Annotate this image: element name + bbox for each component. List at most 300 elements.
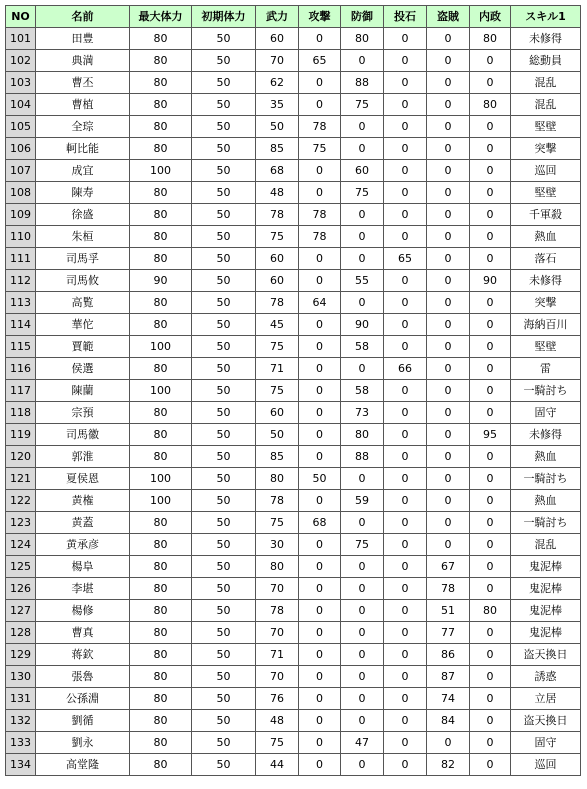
cell-name: 曹真: [36, 622, 130, 644]
cell-attack: 0: [299, 688, 341, 710]
cell-name: 賈範: [36, 336, 130, 358]
table-row: [6, 402, 581, 424]
cell-strength: 78: [256, 490, 299, 512]
cell-initial-hp: 50: [192, 358, 256, 380]
cell-no: 108: [6, 182, 36, 204]
cell-defense: 0: [341, 622, 384, 644]
cell-attack: 0: [299, 160, 341, 182]
cell-initial-hp: 50: [192, 248, 256, 270]
cell-max-hp: 100: [130, 160, 192, 182]
cell-name: 華佗: [36, 314, 130, 336]
table-row: [6, 732, 581, 754]
cell-politics: 0: [470, 380, 511, 402]
cell-max-hp: 80: [130, 688, 192, 710]
cell-thief: 0: [427, 446, 470, 468]
cell-no: 118: [6, 402, 36, 424]
cell-politics: 0: [470, 292, 511, 314]
cell-politics: 0: [470, 204, 511, 226]
cell-strength: 62: [256, 72, 299, 94]
cell-name: 宗預: [36, 402, 130, 424]
cell-defense: 0: [341, 666, 384, 688]
cell-skill1: 突撃: [511, 292, 581, 314]
cell-stone-throw: 0: [384, 314, 427, 336]
cell-politics: 0: [470, 578, 511, 600]
cell-thief: 74: [427, 688, 470, 710]
cell-politics: 0: [470, 490, 511, 512]
cell-max-hp: 100: [130, 490, 192, 512]
cell-skill1: 一騎討ち: [511, 512, 581, 534]
cell-name: 高堂隆: [36, 754, 130, 776]
cell-strength: 85: [256, 138, 299, 160]
cell-defense: 0: [341, 248, 384, 270]
cell-attack: 0: [299, 534, 341, 556]
cell-defense: 0: [341, 688, 384, 710]
cell-no: 114: [6, 314, 36, 336]
cell-stone-throw: 0: [384, 468, 427, 490]
table-row: [6, 622, 581, 644]
cell-skill1: 一騎討ち: [511, 468, 581, 490]
cell-thief: 0: [427, 182, 470, 204]
cell-attack: 75: [299, 138, 341, 160]
cell-thief: 0: [427, 116, 470, 138]
cell-skill1: 未修得: [511, 28, 581, 50]
cell-name: 夏侯恩: [36, 468, 130, 490]
cell-max-hp: 80: [130, 358, 192, 380]
cell-stone-throw: 0: [384, 600, 427, 622]
cell-name: 司馬孚: [36, 248, 130, 270]
cell-thief: 0: [427, 72, 470, 94]
general-stats-table: [5, 5, 581, 776]
table-row: [6, 72, 581, 94]
cell-skill1: 未修得: [511, 424, 581, 446]
cell-politics: 0: [470, 732, 511, 754]
cell-name: 成宜: [36, 160, 130, 182]
table-row: [6, 512, 581, 534]
cell-stone-throw: 0: [384, 72, 427, 94]
cell-no: 113: [6, 292, 36, 314]
cell-politics: 95: [470, 424, 511, 446]
cell-strength: 30: [256, 534, 299, 556]
header-skill1: スキル1: [511, 6, 581, 28]
cell-no: 127: [6, 600, 36, 622]
cell-no: 120: [6, 446, 36, 468]
cell-strength: 60: [256, 402, 299, 424]
cell-defense: 0: [341, 116, 384, 138]
table-row: [6, 688, 581, 710]
cell-skill1: 混乱: [511, 94, 581, 116]
cell-attack: 0: [299, 556, 341, 578]
cell-stone-throw: 0: [384, 94, 427, 116]
cell-defense: 88: [341, 446, 384, 468]
cell-attack: 0: [299, 644, 341, 666]
cell-thief: 0: [427, 336, 470, 358]
cell-no: 107: [6, 160, 36, 182]
cell-defense: 80: [341, 424, 384, 446]
cell-strength: 70: [256, 666, 299, 688]
cell-initial-hp: 50: [192, 424, 256, 446]
cell-max-hp: 80: [130, 754, 192, 776]
cell-stone-throw: 0: [384, 292, 427, 314]
cell-stone-throw: 0: [384, 754, 427, 776]
cell-stone-throw: 0: [384, 556, 427, 578]
cell-initial-hp: 50: [192, 336, 256, 358]
cell-initial-hp: 50: [192, 644, 256, 666]
table-body: [6, 28, 581, 776]
cell-politics: 0: [470, 116, 511, 138]
cell-defense: 0: [341, 644, 384, 666]
cell-politics: 80: [470, 600, 511, 622]
cell-initial-hp: 50: [192, 732, 256, 754]
cell-strength: 85: [256, 446, 299, 468]
cell-max-hp: 80: [130, 644, 192, 666]
cell-name: 楊修: [36, 600, 130, 622]
cell-defense: 0: [341, 204, 384, 226]
table-row: [6, 600, 581, 622]
cell-politics: 0: [470, 556, 511, 578]
cell-skill1: 熱血: [511, 226, 581, 248]
cell-skill1: 盗天換日: [511, 644, 581, 666]
cell-thief: 0: [427, 314, 470, 336]
cell-stone-throw: 66: [384, 358, 427, 380]
cell-max-hp: 80: [130, 666, 192, 688]
cell-attack: 78: [299, 116, 341, 138]
cell-name: 司馬徽: [36, 424, 130, 446]
cell-max-hp: 80: [130, 28, 192, 50]
cell-defense: 75: [341, 534, 384, 556]
cell-attack: 78: [299, 226, 341, 248]
cell-skill1: 巡回: [511, 754, 581, 776]
cell-politics: 0: [470, 358, 511, 380]
cell-name: 田豊: [36, 28, 130, 50]
header-strength: 武力: [256, 6, 299, 28]
cell-politics: 0: [470, 622, 511, 644]
cell-initial-hp: 50: [192, 534, 256, 556]
cell-skill1: 混乱: [511, 534, 581, 556]
cell-politics: 0: [470, 160, 511, 182]
cell-name: 曹丕: [36, 72, 130, 94]
cell-stone-throw: 0: [384, 138, 427, 160]
header-attack: 攻撃: [299, 6, 341, 28]
cell-max-hp: 80: [130, 600, 192, 622]
cell-no: 101: [6, 28, 36, 50]
cell-initial-hp: 50: [192, 182, 256, 204]
cell-strength: 60: [256, 270, 299, 292]
cell-stone-throw: 0: [384, 204, 427, 226]
cell-defense: 47: [341, 732, 384, 754]
table-row: [6, 666, 581, 688]
cell-no: 122: [6, 490, 36, 512]
cell-thief: 86: [427, 644, 470, 666]
cell-attack: 0: [299, 72, 341, 94]
cell-no: 119: [6, 424, 36, 446]
cell-strength: 45: [256, 314, 299, 336]
cell-attack: 0: [299, 28, 341, 50]
table-row: [6, 314, 581, 336]
cell-attack: 0: [299, 248, 341, 270]
table-row: [6, 182, 581, 204]
header-thief: 盗賊: [427, 6, 470, 28]
table-row: [6, 644, 581, 666]
cell-stone-throw: 0: [384, 28, 427, 50]
cell-stone-throw: 0: [384, 402, 427, 424]
cell-attack: 50: [299, 468, 341, 490]
cell-initial-hp: 50: [192, 468, 256, 490]
cell-max-hp: 80: [130, 94, 192, 116]
cell-no: 124: [6, 534, 36, 556]
cell-no: 116: [6, 358, 36, 380]
cell-skill1: 盗天換日: [511, 710, 581, 732]
cell-strength: 76: [256, 688, 299, 710]
cell-skill1: 熱血: [511, 446, 581, 468]
cell-stone-throw: 0: [384, 270, 427, 292]
cell-no: 121: [6, 468, 36, 490]
cell-name: 黄蓋: [36, 512, 130, 534]
cell-initial-hp: 50: [192, 446, 256, 468]
header-initial-hp: 初期体力: [192, 6, 256, 28]
cell-max-hp: 80: [130, 710, 192, 732]
cell-stone-throw: 0: [384, 50, 427, 72]
cell-initial-hp: 50: [192, 688, 256, 710]
table-row: [6, 160, 581, 182]
cell-skill1: 雷: [511, 358, 581, 380]
cell-name: 陳蘭: [36, 380, 130, 402]
cell-max-hp: 80: [130, 116, 192, 138]
cell-name: 張魯: [36, 666, 130, 688]
cell-defense: 80: [341, 28, 384, 50]
cell-initial-hp: 50: [192, 622, 256, 644]
cell-stone-throw: 0: [384, 226, 427, 248]
cell-skill1: 固守: [511, 732, 581, 754]
cell-defense: 0: [341, 754, 384, 776]
cell-attack: 0: [299, 314, 341, 336]
cell-defense: 0: [341, 138, 384, 160]
table-row: [6, 50, 581, 72]
cell-stone-throw: 0: [384, 424, 427, 446]
cell-thief: 67: [427, 556, 470, 578]
cell-strength: 80: [256, 556, 299, 578]
cell-defense: 75: [341, 94, 384, 116]
cell-thief: 84: [427, 710, 470, 732]
cell-thief: 0: [427, 490, 470, 512]
cell-initial-hp: 50: [192, 72, 256, 94]
cell-strength: 60: [256, 248, 299, 270]
cell-thief: 0: [427, 160, 470, 182]
cell-politics: 90: [470, 270, 511, 292]
table-row: [6, 490, 581, 512]
cell-max-hp: 80: [130, 72, 192, 94]
cell-no: 130: [6, 666, 36, 688]
cell-attack: 0: [299, 358, 341, 380]
cell-strength: 80: [256, 468, 299, 490]
cell-no: 117: [6, 380, 36, 402]
cell-defense: 58: [341, 380, 384, 402]
cell-attack: 65: [299, 50, 341, 72]
cell-strength: 78: [256, 600, 299, 622]
cell-politics: 0: [470, 336, 511, 358]
cell-strength: 68: [256, 160, 299, 182]
cell-stone-throw: 0: [384, 578, 427, 600]
cell-initial-hp: 50: [192, 116, 256, 138]
cell-max-hp: 100: [130, 380, 192, 402]
cell-strength: 75: [256, 380, 299, 402]
cell-skill1: 堅壁: [511, 336, 581, 358]
cell-stone-throw: 0: [384, 380, 427, 402]
cell-strength: 44: [256, 754, 299, 776]
cell-thief: 0: [427, 28, 470, 50]
cell-strength: 78: [256, 292, 299, 314]
table-row: [6, 204, 581, 226]
cell-strength: 75: [256, 336, 299, 358]
cell-skill1: 海納百川: [511, 314, 581, 336]
cell-initial-hp: 50: [192, 710, 256, 732]
cell-attack: 78: [299, 204, 341, 226]
cell-stone-throw: 0: [384, 666, 427, 688]
cell-politics: 0: [470, 72, 511, 94]
cell-thief: 0: [427, 534, 470, 556]
table-row: [6, 226, 581, 248]
cell-defense: 0: [341, 600, 384, 622]
table-row: [6, 710, 581, 732]
cell-name: 劉永: [36, 732, 130, 754]
cell-max-hp: 80: [130, 314, 192, 336]
cell-no: 123: [6, 512, 36, 534]
cell-max-hp: 80: [130, 182, 192, 204]
cell-stone-throw: 0: [384, 644, 427, 666]
header-stone-throw: 投石: [384, 6, 427, 28]
cell-attack: 0: [299, 490, 341, 512]
cell-name: 朱桓: [36, 226, 130, 248]
cell-skill1: 鬼泥棒: [511, 600, 581, 622]
table-row: [6, 556, 581, 578]
cell-politics: 0: [470, 446, 511, 468]
cell-initial-hp: 50: [192, 402, 256, 424]
cell-initial-hp: 50: [192, 138, 256, 160]
cell-attack: 0: [299, 732, 341, 754]
cell-strength: 35: [256, 94, 299, 116]
cell-strength: 70: [256, 622, 299, 644]
table-row: [6, 446, 581, 468]
cell-no: 109: [6, 204, 36, 226]
table-row: [6, 578, 581, 600]
cell-stone-throw: 0: [384, 622, 427, 644]
cell-no: 104: [6, 94, 36, 116]
cell-strength: 60: [256, 28, 299, 50]
cell-skill1: 堅壁: [511, 116, 581, 138]
cell-stone-throw: 0: [384, 710, 427, 732]
cell-stone-throw: 0: [384, 446, 427, 468]
cell-thief: 0: [427, 468, 470, 490]
cell-max-hp: 90: [130, 270, 192, 292]
cell-strength: 48: [256, 710, 299, 732]
cell-stone-throw: 0: [384, 160, 427, 182]
cell-max-hp: 80: [130, 50, 192, 72]
cell-name: 陳寿: [36, 182, 130, 204]
cell-thief: 0: [427, 358, 470, 380]
cell-strength: 50: [256, 116, 299, 138]
header-politics: 内政: [470, 6, 511, 28]
table-row: [6, 468, 581, 490]
cell-politics: 80: [470, 28, 511, 50]
cell-max-hp: 100: [130, 336, 192, 358]
cell-politics: 0: [470, 666, 511, 688]
cell-strength: 71: [256, 644, 299, 666]
cell-attack: 0: [299, 446, 341, 468]
cell-no: 134: [6, 754, 36, 776]
cell-no: 111: [6, 248, 36, 270]
cell-skill1: 未修得: [511, 270, 581, 292]
cell-name: 曹植: [36, 94, 130, 116]
cell-politics: 0: [470, 138, 511, 160]
cell-thief: 51: [427, 600, 470, 622]
cell-name: 郭淮: [36, 446, 130, 468]
cell-thief: 0: [427, 94, 470, 116]
cell-politics: 0: [470, 226, 511, 248]
cell-attack: 0: [299, 622, 341, 644]
cell-max-hp: 80: [130, 732, 192, 754]
cell-defense: 0: [341, 710, 384, 732]
cell-defense: 0: [341, 226, 384, 248]
cell-thief: 0: [427, 248, 470, 270]
cell-skill1: 鬼泥棒: [511, 556, 581, 578]
cell-name: 典満: [36, 50, 130, 72]
cell-skill1: 熱血: [511, 490, 581, 512]
cell-skill1: 一騎討ち: [511, 380, 581, 402]
cell-no: 110: [6, 226, 36, 248]
cell-thief: 82: [427, 754, 470, 776]
table-row: [6, 424, 581, 446]
cell-stone-throw: 0: [384, 336, 427, 358]
cell-initial-hp: 50: [192, 292, 256, 314]
cell-defense: 75: [341, 182, 384, 204]
cell-defense: 0: [341, 578, 384, 600]
cell-defense: 0: [341, 292, 384, 314]
cell-initial-hp: 50: [192, 512, 256, 534]
cell-initial-hp: 50: [192, 314, 256, 336]
cell-thief: 0: [427, 50, 470, 72]
cell-defense: 58: [341, 336, 384, 358]
cell-stone-throw: 0: [384, 116, 427, 138]
cell-initial-hp: 50: [192, 50, 256, 72]
cell-stone-throw: 0: [384, 688, 427, 710]
cell-strength: 75: [256, 732, 299, 754]
cell-name: 高覧: [36, 292, 130, 314]
cell-initial-hp: 50: [192, 754, 256, 776]
cell-politics: 0: [470, 688, 511, 710]
cell-name: 軻比能: [36, 138, 130, 160]
cell-politics: 0: [470, 754, 511, 776]
cell-attack: 0: [299, 754, 341, 776]
cell-name: 侯選: [36, 358, 130, 380]
cell-max-hp: 80: [130, 138, 192, 160]
cell-thief: 0: [427, 732, 470, 754]
cell-politics: 0: [470, 248, 511, 270]
cell-no: 131: [6, 688, 36, 710]
cell-strength: 78: [256, 204, 299, 226]
cell-defense: 0: [341, 556, 384, 578]
cell-attack: 0: [299, 402, 341, 424]
cell-name: 黄権: [36, 490, 130, 512]
cell-initial-hp: 50: [192, 666, 256, 688]
header-defense: 防御: [341, 6, 384, 28]
cell-name: 徐盛: [36, 204, 130, 226]
table-row: [6, 336, 581, 358]
cell-max-hp: 80: [130, 424, 192, 446]
cell-defense: 60: [341, 160, 384, 182]
cell-attack: 0: [299, 94, 341, 116]
cell-stone-throw: 0: [384, 182, 427, 204]
cell-initial-hp: 50: [192, 270, 256, 292]
header-row: [6, 6, 581, 28]
